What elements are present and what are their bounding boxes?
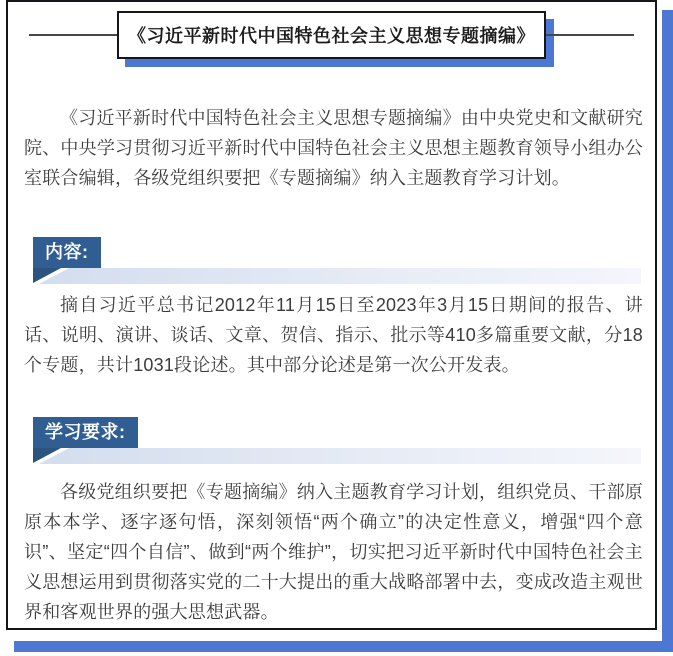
frame-shadow-right: [662, 10, 673, 652]
title-banner-row: [8, 13, 655, 57]
requirements-paragraph: 各级党组织要把《专题摘编》纳入主题教育学习计划，组织党员、干部原原本本学、逐字逐句悟，深刻领悟“两个确立”的决定性意义，增强“四个意识”、坚定“四个自信”、做到“两个维护”，切实把习近平新时代中国特色社会主义思想运用到贯彻落实党的二十大提出的重大战略部署中去，变成改造主观世界和客观世界的强大思想武器。: [24, 482, 643, 622]
content-card: [6, 0, 657, 630]
ribbon-fold: [33, 448, 61, 463]
title-rule-left: [29, 34, 117, 36]
intro-paragraph: 《习近平新时代中国特色社会主义思想专题摘编》由中央党史和文献研究院、中央学习贯彻习近平新时代中国特色社会主义思想主题教育领导小组办公室联合编辑，各级党组织要把《专题摘编》纳入主题教育学习计划。: [24, 108, 643, 188]
section-header-content: [8, 237, 655, 284]
section-header-requirements: [8, 417, 655, 464]
section-badge-requirements: 学习要求:: [33, 417, 138, 448]
section-badge-content: 内容:: [33, 237, 101, 268]
frame-shadow-bottom: [14, 641, 673, 652]
ribbon-fold: [33, 268, 61, 283]
content-paragraph: 摘自习近平总书记2012年11月15日至2023年3月15日期间的报告、讲话、说明、演讲、谈话、文章、贺信、指示、批示等410多篇重要文献，分18个专题，共计1031段论述。其中部分论述是第一次公开发表。: [24, 295, 643, 375]
ribbon-bar: [33, 448, 641, 464]
ribbon-bar: [33, 268, 641, 284]
title-rule-right: [546, 34, 634, 36]
page-title: 《习近平新时代中国特色社会主义思想专题摘编》: [117, 11, 546, 59]
